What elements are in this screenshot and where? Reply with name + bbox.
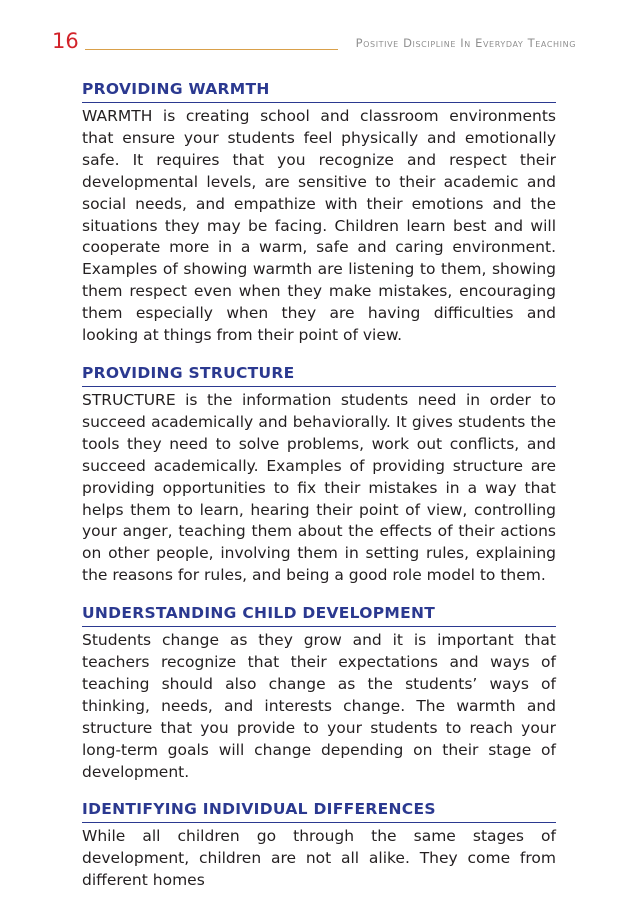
page-number: 16 (52, 29, 79, 53)
section-understanding-child-development (82, 604, 556, 783)
page-header (52, 28, 576, 54)
section-providing-warmth (82, 80, 556, 347)
section-heading: IDENTIFYING INDIVIDUAL DIFFERENCES (82, 800, 556, 823)
section-paragraph: STRUCTURE is the information students need in order to succeed academically and behaviorally. It gives students the tools they need to solve problems, work out conflicts, and succeed academically. Examples of providing structure are providing opportunities to fix their mistakes in a way that helps them to learn, hearing their point of view, controlling your anger, teaching them about the effects of their actions on other people, involving them in setting rules, explaining the reasons for rules, and being a good role model to them. (82, 390, 556, 585)
section-paragraph: While all children go through the same stages of development, children are not all alike. They come from different homes (82, 827, 556, 890)
section-providing-structure (82, 364, 556, 587)
section-identifying-individual-differences (82, 800, 556, 892)
section-paragraph: WARMTH is creating school and classroom environments that ensure your students feel physically and emotionally safe. It requires that you recognize and respect their developmental levels, are sensitive to their academic and social needs, and empathize with their emotions and the situations they may be facing. Children learn best and will cooperate more in a warm, safe and caring environment. Examples of showing warmth are listening to them, showing them respect even when they make mistakes, encouraging them especially when they are having difficulties and looking at things from their point of view. (82, 107, 556, 345)
section-heading: PROVIDING STRUCTURE (82, 364, 556, 387)
running-title: Positive Discipline In Everyday Teaching (355, 36, 576, 50)
section-heading: UNDERSTANDING CHILD DEVELOPMENT (82, 604, 556, 627)
section-heading: PROVIDING WARMTH (82, 80, 556, 103)
header-divider (85, 49, 338, 50)
section-paragraph: Students change as they grow and it is important that teachers recognize that their expectations and ways of teaching should also change as the students’ ways of thinking, needs, and interests change. The warmth and structure that you provide to your students to reach your long-term goals will change depending on their stage of development. (82, 631, 556, 781)
page-content (82, 80, 556, 909)
